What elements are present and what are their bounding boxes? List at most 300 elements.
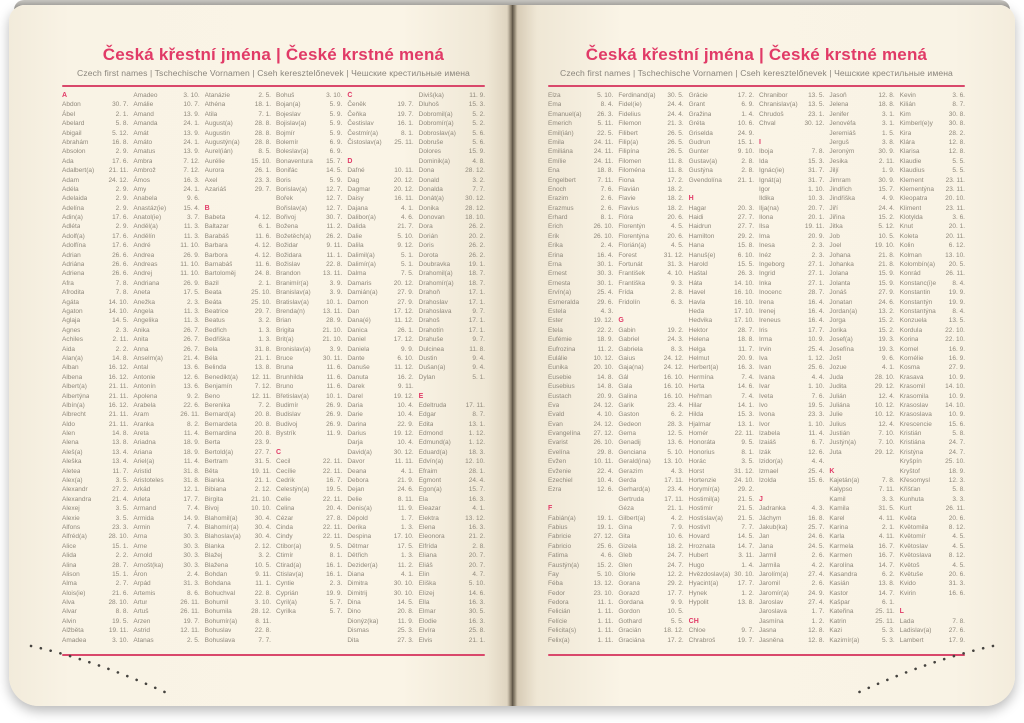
name-day-entry	[205, 279, 271, 288]
name-day-entry	[759, 251, 824, 260]
name-day-entry	[347, 363, 413, 372]
date-label: 4. 9.	[882, 195, 895, 203]
name-label: Křišťan	[899, 486, 921, 494]
date-label: 12. 2.	[667, 570, 684, 578]
name-day-entry	[900, 523, 965, 532]
name-day-entry	[900, 110, 965, 119]
date-label: 4. 5.	[952, 533, 965, 541]
name-label: Kateřina	[829, 608, 854, 616]
name-day-entry	[689, 119, 754, 128]
name-label: Anika	[133, 326, 150, 334]
name-day-entry	[900, 410, 965, 419]
name-label: Čistoslav(a)	[347, 138, 382, 146]
name-label: Bořivoj	[276, 214, 296, 222]
date-label: 21. 11.	[108, 411, 129, 419]
name-day-entry	[548, 222, 613, 231]
date-label: 23. 4.	[667, 486, 684, 494]
date-label: 10. 9.	[948, 373, 965, 381]
name-label: Jonáš	[829, 289, 847, 297]
name-day-entry	[62, 542, 128, 551]
name-label: Genadij	[618, 439, 641, 447]
name-label: Abelard	[62, 120, 85, 128]
name-label: Bohumil	[204, 599, 229, 607]
name-label: Horst	[688, 467, 705, 475]
name-label: Ernest	[548, 270, 567, 278]
date-label: 7. 8.	[115, 289, 129, 297]
date-label: 4. 11.	[878, 514, 895, 522]
date-label: 29. 7.	[254, 185, 271, 193]
date-label: 2. 8.	[671, 289, 684, 297]
name-day-entry	[419, 448, 485, 457]
name-day-entry	[347, 326, 413, 335]
date-label: 3. 5.	[115, 514, 129, 522]
name-label: Artuš	[133, 608, 149, 616]
name-day-entry	[548, 410, 613, 419]
name-label: Bernardina	[204, 430, 237, 438]
name-day-entry	[900, 91, 965, 100]
name-day-entry	[618, 532, 683, 541]
date-label: 2. 1.	[115, 110, 129, 118]
name-label: Jindřiška	[829, 195, 855, 203]
name-day-entry	[276, 298, 342, 307]
name-label: Herbert(a)	[688, 364, 719, 372]
date-label: 17. 7.	[808, 326, 825, 334]
name-day-entry	[829, 119, 894, 128]
name-label: Jiřina	[829, 214, 845, 222]
date-label: 28. 7.	[808, 289, 825, 297]
name-label: Hyacint(a)	[688, 580, 719, 588]
date-label: 20. 8.	[254, 420, 271, 428]
name-label: Donika	[418, 204, 439, 212]
date-label: 28. 7.	[112, 561, 129, 569]
name-day-entry	[419, 626, 485, 635]
date-label: 24. 4.	[468, 477, 485, 485]
name-label: Cinda	[276, 523, 293, 531]
date-label: 10. 12.	[874, 401, 895, 409]
name-day-entry	[62, 204, 128, 213]
name-day-entry	[133, 636, 199, 645]
name-label: Krasomil	[899, 383, 925, 391]
name-day-entry	[276, 420, 342, 429]
date-label: 19. 10.	[874, 242, 895, 250]
name-label: Babeta	[204, 214, 226, 222]
name-label: Elvis	[418, 636, 433, 644]
name-columns	[62, 91, 485, 645]
name-label: Jan	[759, 533, 770, 541]
name-label: Hroznata	[688, 542, 716, 550]
name-day-entry	[618, 570, 683, 579]
name-label: Ariadna	[133, 439, 156, 447]
name-label: Edita	[418, 420, 434, 428]
name-label: Evžen	[548, 458, 567, 466]
name-label: Alvar	[62, 608, 77, 616]
date-label: 7. 8.	[882, 477, 895, 485]
name-day-entry	[618, 438, 683, 447]
date-label: 18. 7.	[468, 270, 485, 278]
name-label: Evald	[548, 411, 565, 419]
date-label: 7. 9.	[671, 523, 684, 531]
date-label: 16. 8.	[112, 138, 129, 146]
name-day-entry	[419, 476, 485, 485]
name-label: Děpold	[347, 514, 368, 522]
date-label: 3. 2.	[258, 552, 271, 560]
date-label: 16. 3.	[468, 599, 485, 607]
name-day-entry	[205, 345, 271, 354]
name-day-entry	[276, 382, 342, 391]
name-day-entry	[347, 438, 413, 447]
name-label: Jorga	[829, 317, 846, 325]
name-day-entry	[276, 532, 342, 541]
letter-header: I	[759, 138, 761, 146]
name-day-entry	[62, 316, 128, 325]
name-label: Jasmína	[759, 617, 784, 625]
name-label: Florián(a)	[618, 242, 647, 250]
date-label: 14. 5.	[397, 599, 414, 607]
date-label: 24. 10.	[734, 477, 754, 485]
name-day-entry	[548, 138, 613, 147]
name-label: Fatima	[548, 552, 568, 560]
name-label: Ambra	[133, 157, 153, 165]
name-label: Fabricio	[548, 542, 572, 550]
name-label: Dagmar	[347, 185, 371, 193]
name-label: Klaudius	[899, 167, 925, 175]
name-day-entry	[419, 617, 485, 626]
date-label: 21. 1.	[254, 477, 271, 485]
name-day-entry	[205, 157, 271, 166]
name-label: Donald	[418, 176, 440, 184]
date-label: 16. 12.	[108, 364, 129, 372]
date-label: 10. 10.	[251, 505, 271, 513]
name-label: Benjamín	[204, 383, 233, 391]
name-day-entry	[829, 570, 894, 579]
name-label: Bibiana	[204, 486, 227, 494]
date-label: 7. 10.	[878, 430, 895, 438]
date-label: 2. 3.	[329, 580, 343, 588]
date-label: 14. 8.	[112, 354, 129, 362]
name-label: Adriána	[62, 261, 85, 269]
name-day-entry	[759, 288, 824, 297]
name-day-entry	[900, 241, 965, 250]
name-label: Alen	[62, 430, 76, 438]
name-day-entry	[419, 288, 485, 297]
date-label: 9. 4.	[472, 354, 485, 362]
name-day-entry	[419, 147, 485, 156]
date-label: 21. 8.	[878, 251, 895, 259]
name-label: Břetislav(a)	[276, 392, 309, 400]
name-day-entry	[205, 176, 271, 185]
name-day-entry	[829, 307, 894, 316]
name-day-entry	[618, 288, 683, 297]
name-day-entry	[900, 232, 965, 241]
name-day-entry	[276, 542, 342, 551]
date-label: 10. 9.	[948, 411, 965, 419]
name-day-entry	[900, 551, 965, 560]
date-label: 11. 10.	[180, 242, 200, 250]
date-label: 30. 10.	[393, 580, 414, 588]
name-label: Bohuslav	[204, 627, 232, 635]
date-label: 19. 9.	[326, 589, 343, 597]
date-label: 14. 7.	[737, 542, 754, 550]
name-label: Inka	[759, 279, 772, 287]
name-day-entry	[347, 204, 413, 213]
date-label: 9. 11.	[326, 242, 343, 250]
date-label: 26. 7.	[183, 345, 200, 353]
name-day-entry	[276, 523, 342, 532]
name-label: Donalda	[418, 185, 443, 193]
name-label: Karina	[829, 523, 849, 531]
name-label: Karmela	[829, 542, 854, 550]
name-day-entry	[347, 279, 413, 288]
name-day-entry	[618, 100, 683, 109]
date-label: 14. 10.	[108, 307, 129, 315]
name-day-entry	[618, 91, 683, 100]
date-label: 24. 7.	[948, 439, 965, 447]
date-label: 24. 12.	[663, 354, 684, 362]
letter-header: Č	[347, 92, 353, 99]
name-label: Branislav(a)	[276, 289, 311, 297]
name-day-entry	[62, 298, 128, 307]
name-label: Baltazar	[204, 223, 229, 231]
date-label: 6. 2.	[671, 411, 684, 419]
name-label: Ildika	[759, 195, 775, 203]
date-label: 26. 10.	[593, 223, 614, 231]
date-label: 17. 6.	[112, 232, 129, 240]
date-label: 3. 10.	[326, 92, 343, 99]
name-label: Andriana	[133, 279, 160, 287]
name-label: Evangelína	[548, 430, 581, 438]
name-label: Hostislav(a)	[688, 514, 723, 522]
date-label: 10. 4.	[397, 439, 414, 447]
date-label: 24. 12.	[593, 420, 614, 428]
date-label: 4. 2.	[811, 561, 825, 569]
name-label: Emanuel(a)	[548, 110, 582, 118]
name-label: Jelena	[829, 101, 849, 109]
name-day-entry	[276, 326, 342, 335]
name-label: Job	[829, 232, 840, 240]
name-label: Hostimír	[688, 505, 713, 513]
name-label: Felície	[548, 617, 568, 625]
name-day-entry	[419, 241, 485, 250]
date-label: 20. 8.	[254, 430, 271, 438]
date-label: 22. 8.	[254, 627, 271, 635]
date-label: 12. 6.	[183, 373, 200, 381]
name-label: Athéna	[204, 101, 226, 109]
name-label: Anastáz(ie)	[133, 204, 167, 212]
name-day-entry	[62, 110, 128, 119]
date-label: 4. 1.	[472, 505, 485, 513]
name-label: Filomen	[618, 157, 642, 165]
name-label: Kurt	[899, 505, 912, 513]
name-day-entry	[689, 382, 754, 391]
name-label: Irena	[759, 298, 774, 306]
name-day-entry	[419, 213, 485, 222]
name-day-entry	[689, 260, 754, 269]
name-day-entry	[419, 166, 485, 175]
name-label: Kalypso	[829, 486, 853, 494]
name-day-entry	[62, 288, 128, 297]
date-label: 24. 9.	[808, 589, 825, 597]
date-label: 4. 2.	[671, 514, 684, 522]
name-day-entry	[618, 626, 683, 635]
date-label: 6. 10.	[397, 354, 414, 362]
date-label: 24. 4.	[667, 101, 684, 109]
date-label: 21. 9.	[397, 477, 414, 485]
date-label: 11. 8.	[667, 167, 684, 175]
name-day-entry	[62, 373, 128, 382]
date-label: 9. 7.	[472, 336, 485, 344]
date-label: 1. 12.	[468, 439, 485, 447]
name-day-entry	[759, 561, 824, 570]
date-label: 19. 9.	[948, 289, 965, 297]
name-label: Chranibor	[759, 92, 788, 99]
date-label: 7. 4.	[741, 392, 754, 400]
name-day-entry	[759, 241, 824, 250]
date-label: 5. 1.	[472, 373, 485, 381]
date-label: 16. 4.	[808, 298, 825, 306]
name-day-entry	[133, 185, 199, 194]
date-label: 16. 12.	[108, 401, 129, 409]
name-day-entry	[689, 138, 754, 147]
name-label: Absolon	[62, 148, 86, 156]
date-label: 2. 9.	[115, 195, 129, 203]
name-day-entry	[276, 157, 342, 166]
name-day-entry	[829, 316, 894, 325]
date-label: 1. 11.	[597, 636, 614, 644]
name-label: Kamila	[829, 505, 850, 513]
name-day-entry	[276, 457, 342, 466]
name-day-entry	[759, 382, 824, 391]
date-label: 20. 7.	[468, 561, 485, 569]
name-label: Jarmil	[759, 552, 777, 560]
name-day-entry	[205, 147, 271, 156]
date-label: 17. 6.	[112, 157, 129, 165]
date-label: 30. 12.	[804, 120, 825, 128]
name-label: Edvín(a)	[418, 458, 444, 466]
date-label: 2. 4.	[600, 242, 614, 250]
name-label: Edeltruda	[418, 401, 447, 409]
date-label: 31. 12.	[734, 467, 754, 475]
name-label: Ida	[759, 157, 769, 165]
name-day-entry	[689, 551, 754, 560]
date-label: 15. 2.	[878, 214, 895, 222]
name-label: Kira	[899, 129, 912, 137]
name-day-entry	[347, 589, 413, 598]
name-label: Cedrik	[276, 477, 295, 485]
name-day-entry	[347, 100, 413, 109]
name-label: Blahomil(a)	[204, 514, 238, 522]
name-label: Dismas	[347, 627, 369, 635]
name-day-entry	[548, 298, 613, 307]
name-day-entry	[548, 91, 613, 100]
date-label: 21. 1.	[468, 636, 485, 644]
date-label: 3. 1.	[882, 120, 895, 128]
name-label: Ctimír	[276, 552, 294, 560]
date-label: 4. 1.	[401, 467, 414, 475]
date-label: 12. 8.	[808, 636, 825, 644]
name-day-entry	[347, 298, 413, 307]
name-label: Alida	[62, 552, 77, 560]
date-label: 1. 5.	[882, 129, 895, 137]
date-label: 30. 10.	[393, 589, 414, 597]
date-label: 18. 7.	[468, 279, 485, 287]
date-label: 11. 6.	[326, 383, 343, 391]
name-day-entry	[618, 542, 683, 551]
name-day-entry	[205, 213, 271, 222]
name-day-entry	[276, 607, 342, 616]
name-day-entry	[759, 166, 824, 175]
name-day-entry	[419, 598, 485, 607]
date-label: 8. 1.	[329, 552, 343, 560]
date-label: 24. 12.	[663, 364, 684, 372]
date-label: 5. 2.	[472, 120, 485, 128]
name-day-entry	[548, 467, 613, 476]
date-label: 17. 6.	[112, 214, 129, 222]
name-day-entry	[276, 307, 342, 316]
name-day-entry	[205, 100, 271, 109]
name-day-entry	[276, 204, 342, 213]
name-label: Hortenzie	[688, 477, 717, 485]
name-label: Arleta	[133, 495, 151, 503]
date-label: 14. 7.	[878, 589, 895, 597]
name-label: Ariel(a)	[133, 458, 155, 466]
name-label: Adéla	[62, 185, 79, 193]
name-label: Klement	[899, 176, 924, 184]
letter-header: CH	[688, 617, 699, 625]
date-label: 13. 1.	[737, 420, 754, 428]
date-label: 22. 11.	[322, 495, 343, 503]
name-day-entry	[548, 392, 613, 401]
date-label: 29. 2.	[667, 580, 684, 588]
name-day-entry	[689, 485, 754, 494]
date-label: 18. 2.	[667, 195, 684, 203]
date-label: 12. 3.	[948, 477, 965, 485]
date-label: 16. 4.	[597, 251, 614, 259]
date-label: 23. 11.	[945, 176, 965, 184]
date-label: 7. 8.	[811, 148, 825, 156]
name-day-entry	[548, 485, 613, 494]
date-label: 23. 3.	[112, 523, 129, 531]
name-label: Kamil	[829, 495, 846, 503]
date-label: 31. 3.	[667, 261, 684, 269]
date-label: 5. 3.	[882, 636, 895, 644]
name-label: Dona	[418, 167, 435, 175]
name-label: Jonatan	[829, 298, 853, 306]
date-label: 24. 9.	[737, 129, 754, 137]
name-label: Bernard(a)	[204, 411, 236, 419]
date-label: 7. 12.	[254, 383, 271, 391]
name-label: Jaroslav	[759, 599, 784, 607]
name-label: Dušan(a)	[418, 364, 446, 372]
name-label: Ariana	[133, 448, 153, 456]
name-day-entry	[548, 345, 613, 354]
date-label: 25. 4.	[808, 345, 825, 353]
name-label: Heřman	[688, 392, 712, 400]
date-label: 15. 1.	[112, 570, 129, 578]
name-day-entry	[133, 204, 199, 213]
name-day-entry	[62, 514, 128, 523]
date-label: 14. 10.	[108, 298, 129, 306]
name-day-entry	[133, 373, 199, 382]
name-label: Benedikt(a)	[204, 373, 238, 381]
name-column	[133, 91, 199, 645]
name-day-entry	[759, 448, 824, 457]
name-label: Adam	[62, 176, 79, 184]
name-label: Horymír(a)	[688, 486, 720, 494]
name-label: Jaroslava	[759, 608, 787, 616]
date-label: 21. 10.	[251, 495, 271, 503]
name-label: Bertram	[204, 458, 228, 466]
name-label: Gracián	[618, 627, 642, 635]
